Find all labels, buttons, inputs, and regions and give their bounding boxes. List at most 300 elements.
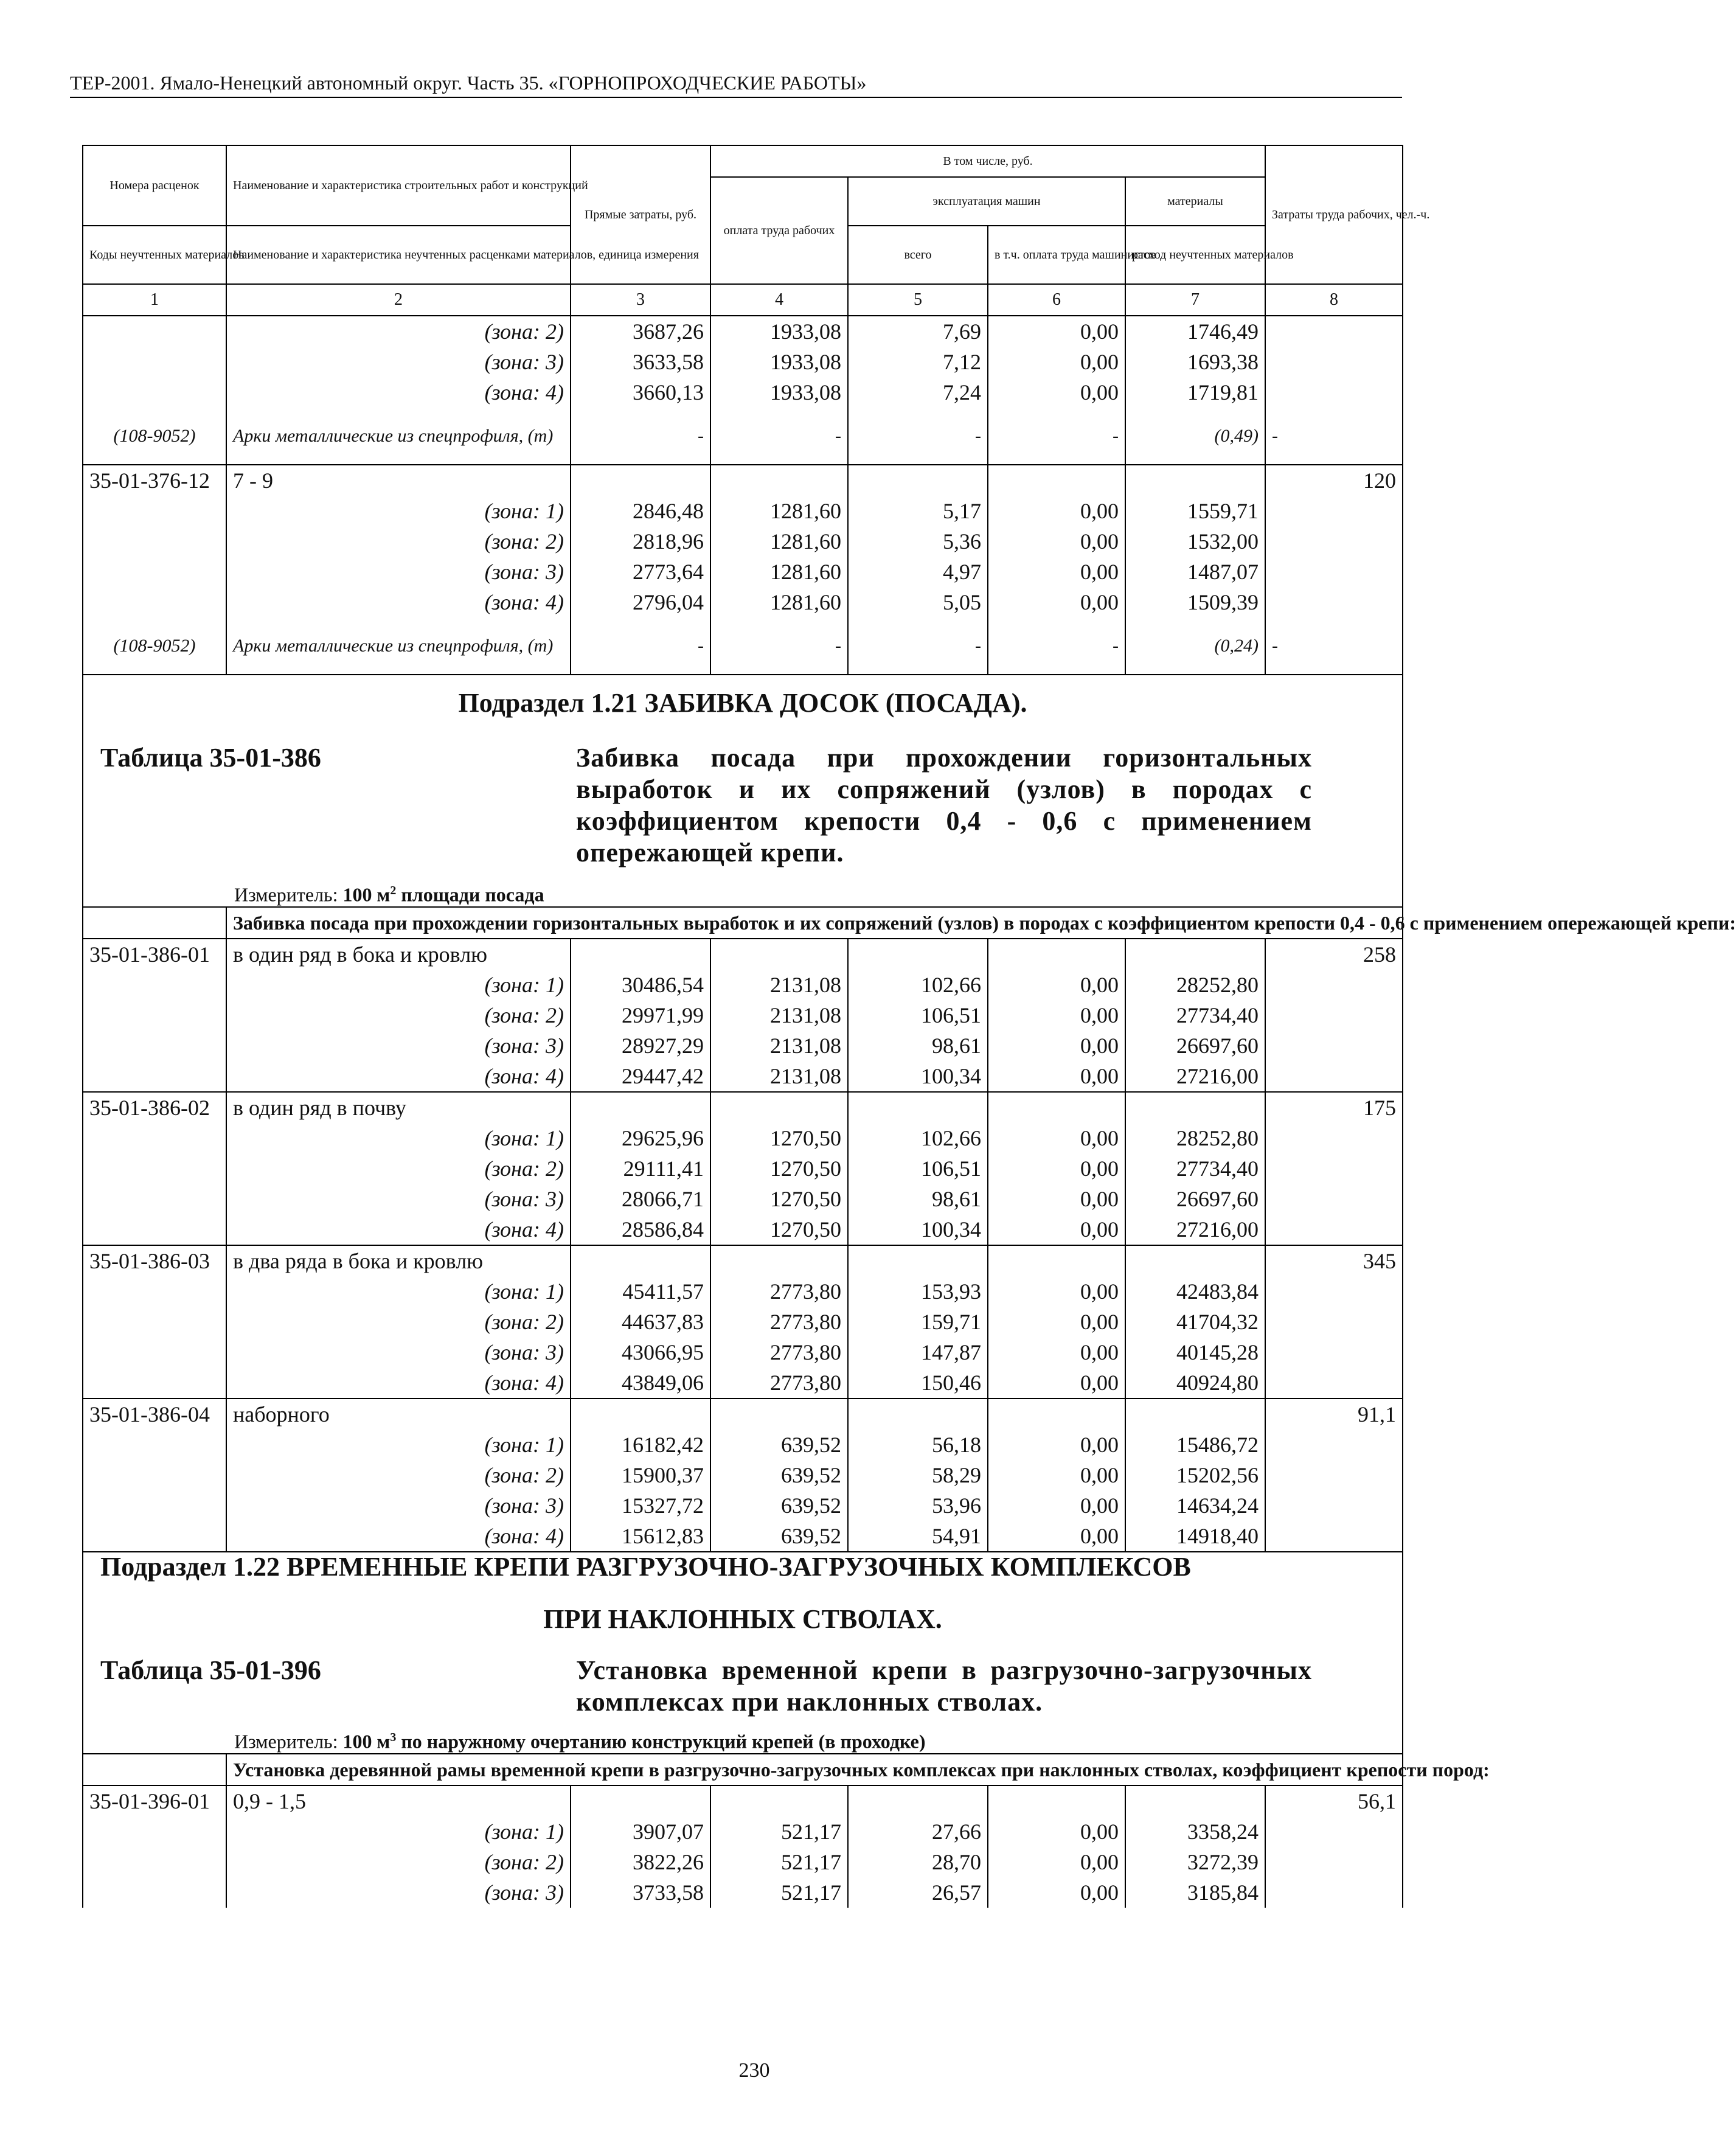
table-cell: 0,00 xyxy=(988,1847,1125,1877)
table-row xyxy=(83,347,1403,377)
table-cell: 2773,64 xyxy=(571,557,710,587)
table-cell xyxy=(83,1552,1403,1754)
table-cell xyxy=(988,1785,1125,1816)
table-cell xyxy=(1265,1847,1403,1877)
table-cell: 91,1 xyxy=(1265,1399,1403,1430)
header-materials: материалы xyxy=(1125,177,1265,226)
table-cell: 2131,08 xyxy=(710,1000,848,1031)
table-row xyxy=(83,1214,1403,1245)
table-cell: 0,00 xyxy=(988,557,1125,587)
table-cell xyxy=(83,1816,226,1847)
table-cell: 0,00 xyxy=(988,1460,1125,1490)
table-cell xyxy=(83,557,226,587)
table-cell xyxy=(83,907,226,939)
table-cell: 35-01-386-02 xyxy=(83,1092,226,1123)
table-cell xyxy=(1265,1153,1403,1184)
col-number: 8 xyxy=(1265,284,1403,316)
table-cell: (зона: 4) xyxy=(226,587,571,617)
table-cell xyxy=(848,1092,988,1123)
table-row xyxy=(83,1877,1403,1908)
table-cell: в один ряд в бока и кровлю xyxy=(226,939,571,970)
table-cell xyxy=(1125,465,1265,496)
table-cell xyxy=(1265,1816,1403,1847)
table-cell: (зона: 2) xyxy=(226,1000,571,1031)
table-cell: 40924,80 xyxy=(1125,1368,1265,1399)
table-cell: (зона: 1) xyxy=(226,970,571,1000)
col-number: 7 xyxy=(1125,284,1265,316)
header-material-names: Наименование и характеристика неучтенных расценками материалов, единица измерения xyxy=(226,226,571,284)
table-cell: 100,34 xyxy=(848,1061,988,1092)
table-cell xyxy=(1265,1276,1403,1307)
table-cell: 1719,81 xyxy=(1125,377,1265,408)
table-cell: Арки металлические из спецпрофиля, (т) xyxy=(226,617,571,675)
table-cell: 28252,80 xyxy=(1125,1123,1265,1153)
table-cell xyxy=(83,1754,226,1785)
table-cell: 0,00 xyxy=(988,1123,1125,1153)
table-cell: (зона: 3) xyxy=(226,1490,571,1521)
table-cell xyxy=(83,1276,226,1307)
table-row xyxy=(83,526,1403,557)
table-cell: 258 xyxy=(1265,939,1403,970)
table-cell xyxy=(83,1061,226,1092)
table-cell xyxy=(83,377,226,408)
page-number: 230 xyxy=(738,2059,770,2082)
table-cell xyxy=(1265,526,1403,557)
col-number: 2 xyxy=(226,284,571,316)
table-cell: 3272,39 xyxy=(1125,1847,1265,1877)
table-cell: 2773,80 xyxy=(710,1337,848,1368)
table-row xyxy=(83,465,1403,496)
table-cell xyxy=(1265,1000,1403,1031)
table-cell: 639,52 xyxy=(710,1490,848,1521)
table-cell: 1693,38 xyxy=(1125,347,1265,377)
table-cell xyxy=(571,465,710,496)
table-cell: 1509,39 xyxy=(1125,587,1265,617)
table-cell: 29447,42 xyxy=(571,1061,710,1092)
table-cell: 102,66 xyxy=(848,1123,988,1153)
table-cell: 29625,96 xyxy=(571,1123,710,1153)
header-direct-costs: Прямые затраты, руб. xyxy=(571,145,710,284)
table-row xyxy=(83,1847,1403,1877)
table-cell: 14918,40 xyxy=(1125,1521,1265,1552)
table-cell: 1746,49 xyxy=(1125,316,1265,347)
header-unaccounted-materials: расход неучтенных материалов xyxy=(1125,226,1265,284)
table-cell xyxy=(1125,939,1265,970)
table-cell: 0,00 xyxy=(988,587,1125,617)
table-cell: 639,52 xyxy=(710,1430,848,1460)
table-cell: (зона: 2) xyxy=(226,1460,571,1490)
table-cell: Забивка посада при прохождении горизонтальных выработок и их сопряжений (узлов) в породах с коэффициентом крепости 0,4 - 0,6 с применением опережающей крепи: xyxy=(226,907,1403,939)
table-cell xyxy=(1265,1123,1403,1153)
table-cell xyxy=(710,465,848,496)
table-cell: 521,17 xyxy=(710,1847,848,1877)
table-cell: (зона: 1) xyxy=(226,1123,571,1153)
table-cell xyxy=(1265,1184,1403,1214)
table-row xyxy=(83,1430,1403,1460)
table-cell: 15202,56 xyxy=(1125,1460,1265,1490)
table-cell: (0,49) xyxy=(1125,408,1265,465)
table-cell xyxy=(571,1399,710,1430)
table-cell: 7,12 xyxy=(848,347,988,377)
table-cell: 1281,60 xyxy=(710,496,848,526)
table-cell: 1281,60 xyxy=(710,557,848,587)
table-cell xyxy=(1265,316,1403,347)
table-cell: 1281,60 xyxy=(710,526,848,557)
table-cell: (зона: 2) xyxy=(226,1307,571,1337)
table-cell xyxy=(83,316,226,347)
table-cell: 150,46 xyxy=(848,1368,988,1399)
table-cell: (зона: 3) xyxy=(226,1877,571,1908)
table-cell: - xyxy=(1265,408,1403,465)
table-cell xyxy=(988,1399,1125,1430)
table-cell: 2773,80 xyxy=(710,1276,848,1307)
table-cell: 3358,24 xyxy=(1125,1816,1265,1847)
table-cell: 100,34 xyxy=(848,1214,988,1245)
table-cell: 15486,72 xyxy=(1125,1430,1265,1460)
table-cell: 15900,37 xyxy=(571,1460,710,1490)
table-cell xyxy=(83,1214,226,1245)
table-cell: 0,00 xyxy=(988,1368,1125,1399)
table-title: Забивка посада при прохождении горизонтальных выработок и их сопряжений (узлов) в породах с коэффициентом крепости 0,4 - 0,6 с применением опережающей крепи. xyxy=(576,743,1312,867)
header-rate-numbers: Номера расценок xyxy=(83,145,226,226)
table-cell: - xyxy=(988,408,1125,465)
header-machines: эксплуатация машин xyxy=(848,177,1125,226)
table-cell xyxy=(1265,1214,1403,1245)
table-row xyxy=(83,1785,1403,1816)
table-cell: (зона: 3) xyxy=(226,557,571,587)
table-row xyxy=(83,557,1403,587)
table-cell: 106,51 xyxy=(848,1000,988,1031)
table-cell xyxy=(1125,1785,1265,1816)
table-cell xyxy=(1265,970,1403,1000)
table-cell xyxy=(1265,1521,1403,1552)
table-cell: 153,93 xyxy=(848,1276,988,1307)
table-cell xyxy=(710,1245,848,1276)
table-cell: 40145,28 xyxy=(1125,1337,1265,1368)
table-cell xyxy=(710,1399,848,1430)
table-row xyxy=(83,1031,1403,1061)
section-block xyxy=(83,675,1403,907)
table-cell xyxy=(848,939,988,970)
table-cell: 3185,84 xyxy=(1125,1877,1265,1908)
table-cell: 98,61 xyxy=(848,1031,988,1061)
table-cell: 2131,08 xyxy=(710,1061,848,1092)
group-heading xyxy=(83,907,1403,939)
table-cell: 35-01-396-01 xyxy=(83,1785,226,1816)
section-title: Подраздел 1.21 ЗАБИВКА ДОСОК (ПОСАДА). xyxy=(458,688,1027,718)
table-row xyxy=(83,1490,1403,1521)
table-cell xyxy=(1265,1337,1403,1368)
table-cell: (зона: 4) xyxy=(226,377,571,408)
rates-table xyxy=(82,145,1736,1908)
table-cell xyxy=(1125,1399,1265,1430)
header-material-codes: Коды неучтенных материалов xyxy=(83,226,226,284)
table-cell: 27,66 xyxy=(848,1816,988,1847)
table-cell xyxy=(571,1785,710,1816)
table-cell xyxy=(988,465,1125,496)
table-cell xyxy=(571,939,710,970)
table-cell: 175 xyxy=(1265,1092,1403,1123)
table-cell: 4,97 xyxy=(848,557,988,587)
table-cell: 28927,29 xyxy=(571,1031,710,1061)
table-row xyxy=(83,1460,1403,1490)
table-cell xyxy=(83,970,226,1000)
table-cell: 27216,00 xyxy=(1125,1061,1265,1092)
table-row xyxy=(83,1816,1403,1847)
table-cell: (зона: 3) xyxy=(226,1337,571,1368)
col-number: 4 xyxy=(710,284,848,316)
table-cell: в один ряд в почву xyxy=(226,1092,571,1123)
table-cell: 28,70 xyxy=(848,1847,988,1877)
table-cell: (зона: 1) xyxy=(226,1430,571,1460)
table-cell xyxy=(1265,1368,1403,1399)
table-cell: 2773,80 xyxy=(710,1307,848,1337)
table-cell: 0,00 xyxy=(988,1430,1125,1460)
table-cell xyxy=(83,1877,226,1908)
table-cell: 35-01-386-04 xyxy=(83,1399,226,1430)
table-cell: 43849,06 xyxy=(571,1368,710,1399)
table-cell: 521,17 xyxy=(710,1877,848,1908)
table-cell: 2846,48 xyxy=(571,496,710,526)
table-cell: 5,05 xyxy=(848,587,988,617)
table-cell: 120 xyxy=(1265,465,1403,496)
table-cell: (зона: 1) xyxy=(226,1276,571,1307)
table-row xyxy=(83,496,1403,526)
table-cell: - xyxy=(1265,617,1403,675)
table-cell: 1270,50 xyxy=(710,1123,848,1153)
table-cell xyxy=(83,496,226,526)
table-cell xyxy=(83,1368,226,1399)
table-cell: 2773,80 xyxy=(710,1368,848,1399)
table-cell xyxy=(83,1184,226,1214)
table-cell: 0,00 xyxy=(988,1337,1125,1368)
table-cell: 30486,54 xyxy=(571,970,710,1000)
table-cell: (108-9052) xyxy=(83,617,226,675)
table-row xyxy=(83,1061,1403,1092)
table-cell: 14634,24 xyxy=(1125,1490,1265,1521)
table-cell xyxy=(1265,347,1403,377)
table-cell: 0,00 xyxy=(988,316,1125,347)
table-cell: (зона: 4) xyxy=(226,1521,571,1552)
table-cell: 106,51 xyxy=(848,1153,988,1184)
table-cell: 5,17 xyxy=(848,496,988,526)
table-cell: (зона: 2) xyxy=(226,526,571,557)
table-row xyxy=(83,1276,1403,1307)
table-title: Установка временной крепи в разгрузочно-загрузочных комплексах при наклонных стволах. xyxy=(576,1655,1312,1717)
table-cell: - xyxy=(848,617,988,675)
table-cell: 0,00 xyxy=(988,526,1125,557)
table-cell xyxy=(1265,1877,1403,1908)
table-cell: 58,29 xyxy=(848,1460,988,1490)
table-cell: 28586,84 xyxy=(571,1214,710,1245)
table-cell: в два ряда в бока и кровлю xyxy=(226,1245,571,1276)
table-cell: 27734,40 xyxy=(1125,1153,1265,1184)
table-cell: 42483,84 xyxy=(1125,1276,1265,1307)
table-cell: Установка деревянной рамы временной крепи в разгрузочно-загрузочных комплексах при наклонных стволах, коэффициент крепости пород: xyxy=(226,1754,1403,1785)
running-header: ТЕР-2001. Ямало-Ненецкий автономный округ. Часть 35. «ГОРНОПРОХОДЧЕСКИЕ РАБОТЫ» xyxy=(70,72,1402,98)
table-cell xyxy=(83,347,226,377)
table-cell: 0,00 xyxy=(988,1816,1125,1847)
header-worker-pay: оплата труда рабочих xyxy=(710,177,848,284)
table-cell: 26697,60 xyxy=(1125,1184,1265,1214)
table-cell xyxy=(1265,377,1403,408)
table-cell: 0,9 - 1,5 xyxy=(226,1785,571,1816)
material-row xyxy=(83,617,1403,675)
table-cell xyxy=(710,1092,848,1123)
table-cell xyxy=(83,1847,226,1877)
table-cell: 29111,41 xyxy=(571,1153,710,1184)
table-cell xyxy=(1125,1245,1265,1276)
table-cell: (зона: 2) xyxy=(226,1847,571,1877)
table-row xyxy=(83,1368,1403,1399)
header-labor-costs: Затраты труда рабочих, чел.-ч. xyxy=(1265,145,1403,284)
table-cell: 3660,13 xyxy=(571,377,710,408)
table-cell: (зона: 3) xyxy=(226,347,571,377)
table-cell: 3907,07 xyxy=(571,1816,710,1847)
table-cell: 1933,08 xyxy=(710,347,848,377)
table-cell: 54,91 xyxy=(848,1521,988,1552)
col-number: 5 xyxy=(848,284,988,316)
table-cell: 0,00 xyxy=(988,496,1125,526)
table-cell xyxy=(848,465,988,496)
table-cell xyxy=(83,1460,226,1490)
table-cell: 147,87 xyxy=(848,1337,988,1368)
table-cell xyxy=(1265,587,1403,617)
table-cell: - xyxy=(710,408,848,465)
table-row xyxy=(83,377,1403,408)
table-cell: 0,00 xyxy=(988,377,1125,408)
table-row xyxy=(83,1521,1403,1552)
table-cell: 56,18 xyxy=(848,1430,988,1460)
table-cell: 44637,83 xyxy=(571,1307,710,1337)
table-row xyxy=(83,316,1403,347)
header-including: В том числе, руб. xyxy=(710,145,1265,177)
table-cell: 28066,71 xyxy=(571,1184,710,1214)
table-cell xyxy=(1265,557,1403,587)
table-cell: 0,00 xyxy=(988,1214,1125,1245)
table-cell xyxy=(83,1490,226,1521)
header-machinist-pay: в т.ч. оплата труда машинистов xyxy=(988,226,1125,284)
col-number: 3 xyxy=(571,284,710,316)
table-row xyxy=(83,1153,1403,1184)
table-cell: 1270,50 xyxy=(710,1153,848,1184)
table-cell xyxy=(1265,1460,1403,1490)
table-cell: 0,00 xyxy=(988,1061,1125,1092)
table-cell: (зона: 1) xyxy=(226,1816,571,1847)
table-cell: 35-01-386-03 xyxy=(83,1245,226,1276)
table-cell: - xyxy=(571,408,710,465)
group-heading xyxy=(83,1754,1403,1785)
table-cell: 29971,99 xyxy=(571,1000,710,1031)
table-cell: 26697,60 xyxy=(1125,1031,1265,1061)
table-cell: (зона: 4) xyxy=(226,1214,571,1245)
table-row xyxy=(83,1123,1403,1153)
table-cell: - xyxy=(988,617,1125,675)
table-number: Таблица 35-01-386 xyxy=(100,743,321,773)
table-cell xyxy=(710,939,848,970)
table-cell: - xyxy=(848,408,988,465)
table-cell: 1532,00 xyxy=(1125,526,1265,557)
table-cell: 35-01-376-12 xyxy=(83,465,226,496)
table-cell: 3687,26 xyxy=(571,316,710,347)
table-cell: 2796,04 xyxy=(571,587,710,617)
table-cell: 1270,50 xyxy=(710,1184,848,1214)
table-cell xyxy=(848,1785,988,1816)
table-cell: 0,00 xyxy=(988,1153,1125,1184)
table-cell: 15327,72 xyxy=(571,1490,710,1521)
table-cell: 0,00 xyxy=(988,1490,1125,1521)
table-cell: 0,00 xyxy=(988,1000,1125,1031)
table-row xyxy=(83,1245,1403,1276)
table-cell: (зона: 2) xyxy=(226,316,571,347)
unit-of-measure: Измеритель: 100 $м^3$ по наружному очертанию конструкций крепей (в проходке) xyxy=(234,1730,926,1753)
table-cell xyxy=(83,1000,226,1031)
table-cell: 53,96 xyxy=(848,1490,988,1521)
table-cell: 5,36 xyxy=(848,526,988,557)
table-cell: 7,69 xyxy=(848,316,988,347)
table-cell: 3733,58 xyxy=(571,1877,710,1908)
col-number: 1 xyxy=(83,284,226,316)
table-cell: 0,00 xyxy=(988,970,1125,1000)
table-cell: 1559,71 xyxy=(1125,496,1265,526)
table-cell: 1270,50 xyxy=(710,1214,848,1245)
table-cell: 1487,07 xyxy=(1125,557,1265,587)
table-cell: - xyxy=(571,617,710,675)
table-row xyxy=(83,1092,1403,1123)
table-row xyxy=(83,1184,1403,1214)
table-cell xyxy=(848,1245,988,1276)
table-cell: 15612,83 xyxy=(571,1521,710,1552)
table-cell: 27216,00 xyxy=(1125,1214,1265,1245)
table-cell xyxy=(571,1245,710,1276)
col-number: 6 xyxy=(988,284,1125,316)
table-cell: 26,57 xyxy=(848,1877,988,1908)
table-cell xyxy=(710,1785,848,1816)
table-cell xyxy=(83,1153,226,1184)
unit-of-measure: Измеритель: 100 $м^2$ площади посада xyxy=(234,883,544,906)
table-cell: (зона: 4) xyxy=(226,1061,571,1092)
table-cell xyxy=(988,939,1125,970)
table-cell xyxy=(1265,1031,1403,1061)
table-cell: 0,00 xyxy=(988,1184,1125,1214)
table-cell: наборного xyxy=(226,1399,571,1430)
table-cell: Арки металлические из спецпрофиля, (т) xyxy=(226,408,571,465)
table-cell xyxy=(571,1092,710,1123)
table-cell: 27734,40 xyxy=(1125,1000,1265,1031)
table-cell: (108-9052) xyxy=(83,408,226,465)
table-cell: (зона: 3) xyxy=(226,1184,571,1214)
table-row xyxy=(83,970,1403,1000)
table-cell xyxy=(988,1245,1125,1276)
table-cell: 0,00 xyxy=(988,1521,1125,1552)
table-cell: 45411,57 xyxy=(571,1276,710,1307)
table-cell: 3822,26 xyxy=(571,1847,710,1877)
table-cell: 41704,32 xyxy=(1125,1307,1265,1337)
table-cell: 0,00 xyxy=(988,1307,1125,1337)
table-cell: (зона: 2) xyxy=(226,1153,571,1184)
table-cell: 7,24 xyxy=(848,377,988,408)
table-cell: - xyxy=(710,617,848,675)
table-cell xyxy=(83,675,1403,907)
table-cell: 16182,42 xyxy=(571,1430,710,1460)
table-cell: 0,00 xyxy=(988,1276,1125,1307)
table-cell: 98,61 xyxy=(848,1184,988,1214)
table-cell xyxy=(1265,1490,1403,1521)
table-cell: 1933,08 xyxy=(710,316,848,347)
table-cell xyxy=(1125,1092,1265,1123)
table-cell: 35-01-386-01 xyxy=(83,939,226,970)
table-cell: 28252,80 xyxy=(1125,970,1265,1000)
